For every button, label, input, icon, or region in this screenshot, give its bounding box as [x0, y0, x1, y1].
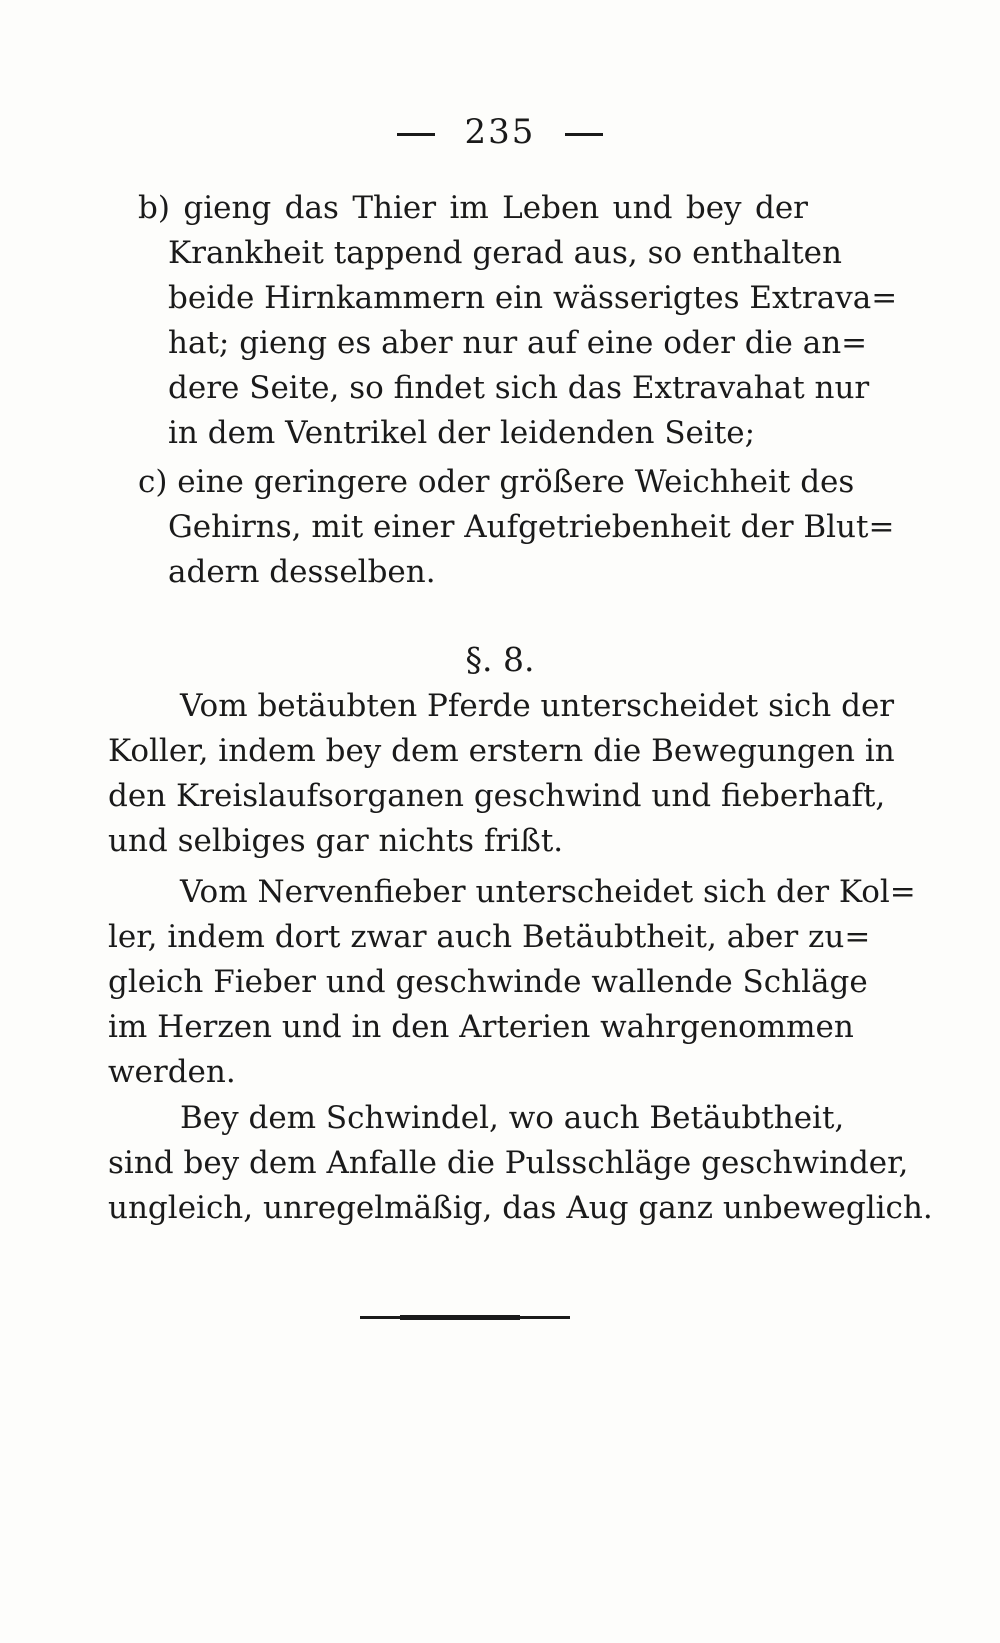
header-dash-right [565, 133, 603, 136]
item-b-line: dere Seite, so findet sich das Extravahat nur [168, 370, 870, 406]
paragraph-line: Bey dem Schwindel, wo auch Betäubtheit, [180, 1100, 845, 1136]
paragraph-line: ler, indem dort zwar auch Betäubtheit, aber zu= [108, 919, 871, 955]
item-b-line: beide Hirnkammern ein wässerigtes Extrava= [168, 280, 898, 316]
page-header [0, 112, 1000, 152]
item-c [108, 460, 895, 595]
paragraph-line: den Kreislaufsorganen geschwind und fieberhaft, [108, 778, 886, 814]
paragraph-line: Vom betäubten Pferde unterscheidet sich der [180, 688, 895, 724]
paragraph-line: Koller, indem bey dem erstern die Bewegungen in [108, 733, 895, 769]
paragraph-line: gleich Fieber und geschwinde wallende Schläge [108, 964, 868, 1000]
item-b [108, 186, 898, 456]
closing-rule [360, 1316, 570, 1319]
paragraph-line: ungleich, unregelmäßig, das Aug ganz unbeweglich. [108, 1190, 933, 1226]
item-b-line: Krankheit tappend gerad aus, so enthalten [168, 235, 842, 271]
paragraph-3 [108, 1096, 933, 1231]
paragraph-line: werden. [108, 1054, 236, 1090]
paragraph-line: und selbiges gar nichts frißt. [108, 823, 564, 859]
item-b-line: in dem Ventrikel der leidenden Seite; [168, 415, 756, 451]
section-heading: §. 8. [465, 640, 535, 679]
header-dash-left [397, 133, 435, 136]
item-b-line: hat; gieng es aber nur auf eine oder die an= [168, 325, 868, 361]
paragraph-line: im Herzen und in den Arterien wahrgenommen [108, 1009, 854, 1045]
paragraph-line: Vom Nervenfieber unterscheidet sich der Kol= [180, 874, 916, 910]
paragraph-1 [108, 684, 895, 864]
item-c-line: Gehirns, mit einer Aufgetriebenheit der Blut= [168, 509, 895, 545]
page-number: 235 [464, 112, 536, 152]
item-c-line: c) eine geringere oder größere Weichheit des [138, 464, 855, 500]
paragraph-2 [108, 870, 916, 1095]
item-c-line: adern desselben. [168, 554, 436, 590]
item-b-line: b) gieng das Thier im Leben und bey der [138, 190, 808, 226]
paragraph-line: sind bey dem Anfalle die Pulsschläge geschwinder, [108, 1145, 909, 1181]
